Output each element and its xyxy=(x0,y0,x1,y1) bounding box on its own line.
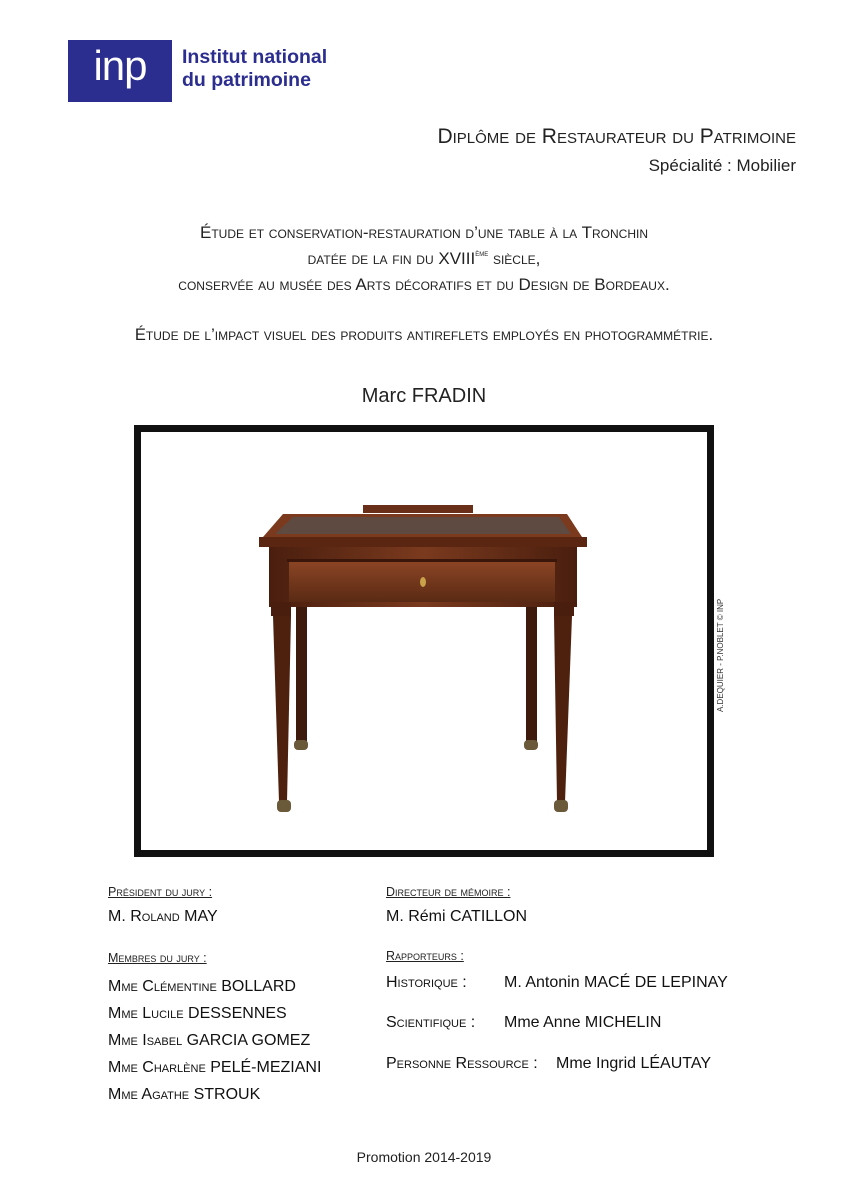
member-title: Mme Agathe xyxy=(108,1086,190,1103)
reporter-person: M. Antonin MACÉ DE LEPINAY xyxy=(504,974,728,991)
director-label: Directeur de mémoire : xyxy=(386,885,511,899)
reporter-scientifique xyxy=(386,1014,661,1032)
study-title-line2-pre: datée de la fin du xyxy=(307,249,439,268)
century-suffix: ème xyxy=(475,249,489,258)
reporter-role: Historique : xyxy=(386,974,467,991)
secondary-study-title: Étude de l’impact visuel des produits antireflets employés en photogrammétrie. xyxy=(134,326,714,344)
president-surname: MAY xyxy=(184,908,218,925)
jury-member xyxy=(108,1027,321,1054)
study-title-line3: conservée au musée des Arts décoratifs et du Design de Bordeaux. xyxy=(178,275,670,294)
reporter-person: Mme Anne MICHELIN xyxy=(504,1014,662,1031)
president-label: Président du jury : xyxy=(108,885,213,899)
reporter-role: Personne Ressource : xyxy=(386,1055,538,1072)
member-title: Mme Lucile xyxy=(108,1005,184,1022)
tronchin-table-image xyxy=(141,432,707,850)
member-title: Mme Clémentine xyxy=(108,978,217,995)
specialty: Spécialité : Mobilier xyxy=(648,156,796,175)
institution-name-line2: du patrimoine xyxy=(182,69,311,91)
inp-logo xyxy=(68,40,172,102)
reporter-ressource xyxy=(386,1055,711,1073)
study-title-line2 xyxy=(0,249,848,269)
promotion-years: Promotion 2014-2019 xyxy=(356,1149,492,1165)
member-surname: PELÉ-MEZIANI xyxy=(210,1059,322,1076)
reporter-role: Scientifique : xyxy=(386,1014,476,1031)
reporter-person: Mme Ingrid LÉAUTAY xyxy=(556,1055,712,1072)
institution-name xyxy=(182,46,327,92)
institution-name-line1: Institut national xyxy=(182,46,328,68)
study-title-line1: Étude et conservation-restauration d’une table à la Tronchin xyxy=(200,223,648,242)
reporter-historique xyxy=(386,974,728,992)
member-surname: BOLLARD xyxy=(221,978,296,995)
jury-member xyxy=(108,1081,321,1108)
author-name: Marc FRADIN xyxy=(361,385,487,407)
member-title: Mme Isabel xyxy=(108,1032,183,1049)
jury-member xyxy=(108,1054,321,1081)
jury-member xyxy=(108,1000,321,1027)
jury-members-list xyxy=(108,973,321,1108)
director-name: M. Rémi CATILLON xyxy=(386,908,528,925)
study-title-line2-post: siècle, xyxy=(488,249,541,268)
logo-mark-text: inp xyxy=(93,42,147,89)
jury-member xyxy=(108,973,321,1000)
member-surname: GARCIA GOMEZ xyxy=(186,1032,311,1049)
president-title: M. Roland xyxy=(108,908,180,925)
president-name xyxy=(108,908,218,926)
member-surname: DESSENNES xyxy=(188,1005,287,1022)
photo-credit xyxy=(716,572,725,712)
photo-credit-text: A.DEQUIER - P.NOBLET © INP xyxy=(716,598,725,712)
members-label: Membres du jury : xyxy=(108,951,207,965)
photo-frame xyxy=(134,425,714,857)
reporters-label: Rapporteurs : xyxy=(386,949,464,963)
member-surname: STROUK xyxy=(193,1086,261,1103)
diploma-title: Diplôme de Restaurateur du Patrimoine xyxy=(437,125,796,148)
century-roman: XVIII xyxy=(438,249,476,268)
member-title: Mme Charlène xyxy=(108,1059,206,1076)
